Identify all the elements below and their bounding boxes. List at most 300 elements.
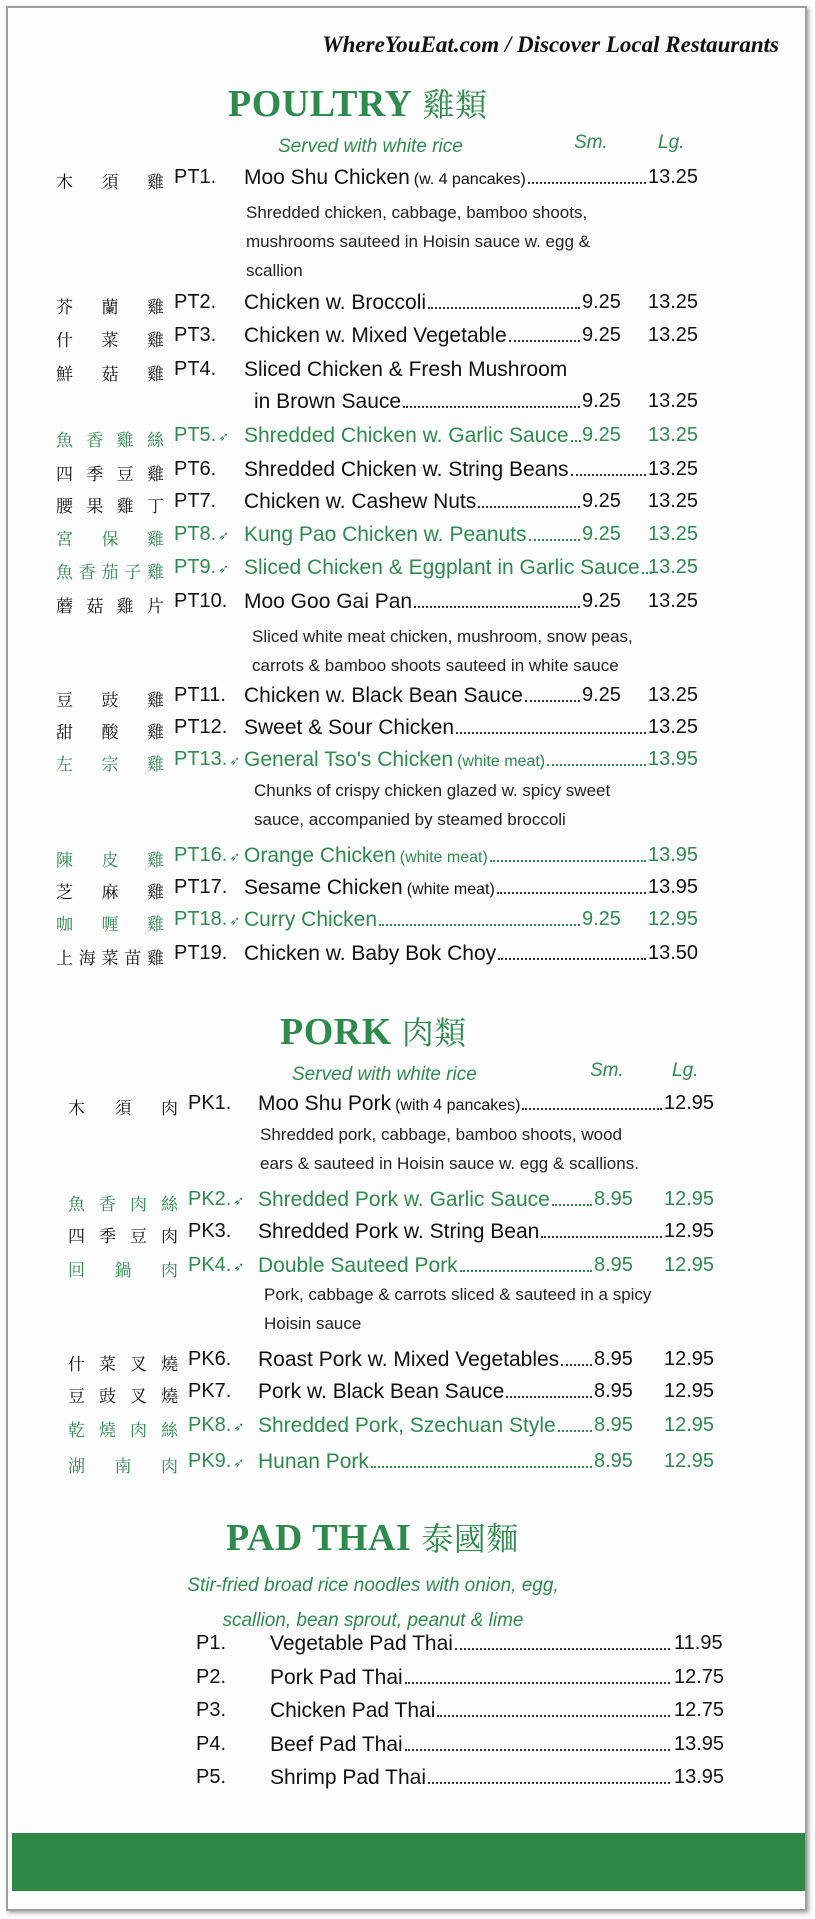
chinese-char: 菇 (101, 365, 121, 385)
item-code (188, 1188, 244, 1211)
chinese-char: 左 (56, 755, 75, 775)
desc-line: ears & sauteed in Hoisin sauce w. egg & scallions. (260, 1154, 639, 1173)
item-code (174, 358, 216, 381)
chinese-char: 四 (68, 1227, 87, 1247)
chinese-char: 木 (68, 1099, 87, 1119)
item-name (244, 490, 582, 514)
chinese-char: 須 (101, 173, 121, 193)
padthai-item-row (8, 1766, 809, 1796)
item-name-note: (w. 4 pancakes) (413, 171, 526, 188)
chinese-char: 上 (56, 949, 75, 969)
price-large: 13.25 (648, 166, 699, 188)
desc-line: Hoisin sauce (264, 1314, 362, 1333)
item-name-text: General Tso's Chicken (244, 748, 454, 771)
chinese-char: 甜 (56, 723, 75, 743)
hot-pepper-icon: ➶ (218, 429, 230, 444)
item-code (188, 1220, 231, 1243)
item-name-note: (white meat) (457, 753, 546, 770)
item-name (244, 291, 582, 315)
item-chinese-name (68, 1256, 180, 1281)
price-small: 9.25 (582, 908, 621, 930)
item-code: P2. (196, 1666, 227, 1688)
price-small: 9.25 (582, 590, 621, 612)
price-large: 13.50 (648, 942, 699, 964)
pork-item-row (8, 1380, 809, 1410)
item-chinese-name (56, 846, 166, 871)
chinese-char: 豆 (68, 1387, 87, 1407)
item-name-note: (with 4 pancakes) (395, 1097, 521, 1114)
chinese-char: 雞 (116, 597, 136, 617)
price-large: 12.95 (664, 1414, 715, 1436)
price-small: 8.95 (594, 1254, 633, 1276)
hot-pepper-icon: ➶ (233, 1455, 245, 1470)
item-name (244, 748, 648, 772)
item-code-text: PK3. (188, 1220, 232, 1242)
item-code-text: PT5. (174, 424, 217, 446)
item-chinese-name (56, 293, 166, 318)
item-name (244, 324, 582, 348)
chinese-char: 季 (86, 465, 106, 485)
poultry-item-row (8, 844, 809, 874)
desc-line: Chunks of crispy chicken glazed w. spicy sweet (254, 781, 611, 800)
item-chinese-name (68, 1190, 180, 1215)
item-code-text: PT1. (174, 166, 217, 188)
chinese-char: 雞 (147, 723, 166, 743)
item-chinese-name (56, 878, 166, 903)
dot-leader (498, 958, 646, 960)
price-large: 12.95 (664, 1092, 715, 1114)
item-name-text: Shredded Chicken w. Garlic Sauce (244, 424, 569, 447)
chinese-char: 喱 (101, 915, 121, 935)
price-large: 13.95 (648, 876, 699, 898)
dot-leader (428, 307, 580, 309)
chinese-char: 芝 (56, 883, 75, 903)
chinese-char: 雞 (147, 949, 166, 969)
hot-pepper-icon: ➶ (229, 913, 241, 928)
menu-page (6, 6, 807, 1911)
item-code (188, 1254, 244, 1277)
item-name (258, 1348, 594, 1372)
pork-title-en: PORK (280, 1011, 392, 1053)
item-code (174, 844, 240, 867)
item-name-text: Sweet & Sour Chicken (244, 716, 455, 739)
item-name (258, 1380, 594, 1404)
dot-leader (490, 860, 646, 862)
poultry-item-row (8, 390, 809, 420)
price-large: 13.25 (648, 716, 699, 738)
poultry-item-row (8, 556, 809, 586)
item-name (270, 1733, 672, 1757)
chinese-char: 片 (146, 597, 166, 617)
chinese-char: 蘑 (56, 597, 75, 617)
item-code (188, 1380, 231, 1403)
desc-line: scallion (246, 261, 303, 280)
padthai-item-row (8, 1632, 809, 1662)
chinese-char: 海 (78, 949, 98, 969)
item-code (174, 908, 240, 931)
price-small: 9.25 (582, 424, 621, 446)
item-code-text: PT3. (174, 324, 217, 346)
dot-leader (428, 1782, 670, 1784)
item-code (188, 1092, 231, 1115)
chinese-char: 燒 (161, 1387, 180, 1407)
item-code (174, 458, 216, 481)
item-code-text: PK7. (188, 1380, 232, 1402)
item-chinese-name (56, 718, 166, 743)
item-code (174, 748, 240, 771)
site-watermark: WhereYouEat.com / Discover Local Restaurants (322, 32, 779, 57)
price-large: 12.95 (664, 1450, 715, 1472)
item-name-text: Beef Pad Thai (270, 1733, 403, 1756)
dot-leader (558, 1430, 592, 1432)
desc-line: sauce, accompanied by steamed broccoli (254, 810, 566, 829)
chinese-char: 豆 (56, 691, 75, 711)
chinese-char: 菜 (99, 1355, 118, 1375)
item-code-text: PK8. (188, 1414, 232, 1436)
price-large: 13.25 (648, 324, 699, 346)
price-small: 9.25 (582, 490, 621, 512)
item-name (244, 424, 582, 448)
chinese-char: 香 (78, 563, 98, 583)
item-name-text: Chicken w. Broccoli (244, 291, 427, 314)
hot-pepper-icon: ➶ (218, 561, 230, 576)
pork-item-row (8, 1220, 809, 1250)
item-code-text: PK4. (188, 1254, 232, 1276)
item-chinese-name (56, 168, 166, 193)
hot-pepper-icon: ➶ (229, 849, 241, 864)
item-name (244, 358, 648, 382)
chinese-char: 南 (114, 1457, 134, 1477)
item-name-text: Shrimp Pad Thai (270, 1766, 427, 1789)
item-code (174, 291, 216, 314)
chinese-char: 雞 (147, 755, 166, 775)
item-chinese-name (56, 426, 166, 451)
chinese-char: 湖 (68, 1457, 87, 1477)
item-name-text: Sliced Chicken & Eggplant in Garlic Sauce (244, 556, 640, 579)
item-chinese-name (68, 1416, 180, 1441)
item-code-text: PT11. (174, 684, 226, 706)
dot-leader (522, 1108, 662, 1110)
item-chinese-name (56, 326, 166, 351)
item-chinese-name (68, 1350, 180, 1375)
item-name-note: (white meat) (399, 849, 488, 866)
dot-leader (478, 506, 580, 508)
chinese-char: 宗 (101, 755, 121, 775)
chinese-char: 酸 (101, 723, 121, 743)
padthai-item-row (8, 1733, 809, 1763)
chinese-char: 咖 (56, 915, 75, 935)
padthai-title-en: PAD THAI (226, 1517, 412, 1559)
item-name-text: Kung Pao Chicken w. Peanuts (244, 523, 527, 546)
poultry-item-row (8, 166, 809, 196)
item-name (244, 590, 582, 614)
item-code-text: PT6. (174, 458, 217, 480)
poultry-sm-header: Sm. (574, 132, 608, 153)
dot-leader (509, 340, 580, 342)
item-name-text: Chicken w. Cashew Nuts (244, 490, 477, 513)
chinese-char: 回 (68, 1261, 87, 1281)
item-code-text: PT19. (174, 942, 228, 964)
item-code: P4. (196, 1733, 227, 1755)
dot-leader (497, 892, 646, 894)
pork-lg-header: Lg. (672, 1060, 699, 1081)
price-large: 13.25 (648, 590, 699, 612)
chinese-char: 鮮 (56, 365, 75, 385)
padthai-item-row (8, 1666, 809, 1696)
item-name (258, 1092, 664, 1116)
item-code-text: PT7. (174, 490, 217, 512)
chinese-char: 豆 (116, 465, 136, 485)
price-large: 12.95 (664, 1220, 715, 1242)
item-chinese-name (56, 460, 166, 485)
item-chinese-name (56, 360, 166, 385)
price-small: 9.25 (582, 523, 621, 545)
price-large: 13.25 (648, 490, 699, 512)
dot-leader (403, 406, 580, 408)
price-small: 8.95 (594, 1348, 633, 1370)
desc-line: mushrooms sauteed in Hoisin sauce w. egg & (246, 232, 590, 251)
price-small: 9.25 (582, 390, 621, 412)
chinese-char: 保 (101, 530, 121, 550)
item-name-text: Moo Shu Chicken (244, 166, 410, 189)
chinese-char: 菇 (86, 597, 106, 617)
poultry-item-row (8, 424, 809, 454)
chinese-char: 雞 (147, 173, 166, 193)
item-name-text: Chicken Pad Thai (270, 1699, 436, 1722)
item-name-text: Moo Shu Pork (258, 1092, 392, 1115)
dot-leader (456, 732, 646, 734)
item-code-text: PK6. (188, 1348, 232, 1370)
item-chinese-name (56, 558, 166, 583)
footer-band (12, 1833, 805, 1891)
poultry-lg-header: Lg. (658, 132, 685, 153)
chinese-char: 雞 (147, 563, 166, 583)
chinese-char: 陳 (56, 851, 75, 871)
chinese-char: 芥 (56, 298, 75, 318)
poultry-item-row (8, 716, 809, 746)
item-name (270, 1632, 672, 1656)
item-code (174, 556, 229, 579)
chinese-char: 雞 (146, 465, 166, 485)
chinese-char: 雞 (147, 331, 166, 351)
poultry-item-row (8, 942, 809, 972)
item-code-text: PT16. (174, 844, 228, 866)
padthai-subtitle-line: scallion, bean sprout, peanut & lime (222, 1610, 524, 1631)
item-code-text: PT17. (174, 876, 228, 898)
chinese-char: 雞 (147, 883, 166, 903)
poultry-item-row (8, 684, 809, 714)
item-code: P3. (196, 1699, 227, 1721)
chinese-char: 肉 (130, 1421, 149, 1441)
poultry-item-row (8, 876, 809, 906)
item-name-text: Shredded Pork w. String Bean (258, 1220, 540, 1243)
chinese-char: 雞 (147, 298, 166, 318)
chinese-char: 宮 (56, 530, 75, 550)
price-small: 8.95 (594, 1380, 633, 1402)
price-large: 13.25 (648, 556, 699, 578)
item-price: 12.75 (674, 1699, 725, 1721)
dot-leader (541, 1236, 662, 1238)
item-code-text: PT13. (174, 748, 228, 770)
price-small: 9.25 (582, 291, 621, 313)
poultry-item-row (8, 590, 809, 620)
pt13-description (254, 776, 610, 834)
chinese-char: 須 (114, 1099, 134, 1119)
chinese-char: 菜 (101, 949, 121, 969)
chinese-char: 豆 (130, 1227, 149, 1247)
item-price: 13.95 (674, 1766, 725, 1788)
hot-pepper-icon: ➶ (218, 528, 230, 543)
item-chinese-name (56, 686, 166, 711)
item-name-text: Roast Pork w. Mixed Vegetables (258, 1348, 560, 1371)
chinese-char: 乾 (68, 1421, 87, 1441)
item-name-text: Chicken w. Baby Bok Choy (244, 942, 497, 965)
dot-leader (437, 1715, 670, 1717)
item-name (258, 1450, 594, 1474)
item-chinese-name (68, 1382, 180, 1407)
item-code (174, 424, 229, 447)
item-chinese-name (56, 592, 166, 617)
dot-leader (405, 1682, 670, 1684)
item-price: 12.75 (674, 1666, 725, 1688)
hot-pepper-icon: ➶ (233, 1419, 245, 1434)
item-name (244, 523, 582, 547)
item-code (174, 324, 216, 347)
item-code-text: PT8. (174, 523, 217, 545)
padthai-item-row (8, 1699, 809, 1729)
item-name (244, 166, 648, 190)
poultry-served-note: Served with white rice (278, 136, 463, 157)
chinese-char: 木 (56, 173, 75, 193)
hot-pepper-icon: ➶ (233, 1259, 245, 1274)
padthai-title-zh: 泰國麵 (421, 1520, 519, 1558)
item-name (244, 458, 648, 482)
price-large: 13.25 (648, 458, 699, 480)
item-name-text: Vegetable Pad Thai (270, 1632, 453, 1655)
item-name-text: Chicken w. Black Bean Sauce (244, 684, 523, 707)
dot-leader (379, 924, 580, 926)
pk4-description (264, 1280, 651, 1338)
chinese-char: 蘭 (101, 298, 121, 318)
price-large: 12.95 (648, 908, 699, 930)
item-name-text: Double Sauteed Pork (258, 1254, 458, 1277)
item-name (244, 942, 648, 966)
item-code (174, 523, 229, 546)
item-price: 11.95 (674, 1632, 723, 1654)
dot-leader (506, 1396, 592, 1398)
item-code (174, 716, 227, 739)
item-code (174, 876, 227, 899)
poultry-item-row (8, 523, 809, 553)
price-small: 8.95 (594, 1188, 633, 1210)
dot-leader (561, 1364, 592, 1366)
item-code (188, 1414, 244, 1437)
item-code-text: PT4. (174, 358, 217, 380)
desc-line: Shredded pork, cabbage, bamboo shoots, wood (260, 1125, 622, 1144)
chinese-char: 肉 (161, 1261, 180, 1281)
chinese-char: 肉 (161, 1227, 180, 1247)
dot-leader (571, 474, 646, 476)
poultry-title-en: POULTRY (228, 83, 413, 125)
price-large: 13.25 (648, 684, 699, 706)
item-code-text: PT12. (174, 716, 228, 738)
pork-item-row (8, 1092, 809, 1122)
chinese-char: 肉 (161, 1099, 180, 1119)
item-name (244, 844, 648, 868)
chinese-char: 豉 (99, 1387, 118, 1407)
chinese-char: 魚 (68, 1195, 87, 1215)
item-code-text: PT10. (174, 590, 228, 612)
dot-leader (571, 440, 581, 442)
price-large: 12.95 (664, 1348, 715, 1370)
chinese-char: 雞 (147, 530, 166, 550)
poultry-item-row (8, 490, 809, 520)
chinese-char: 燒 (161, 1355, 180, 1375)
item-name (258, 1220, 664, 1244)
item-name-text: Shredded Pork w. Garlic Sauce (258, 1188, 550, 1211)
item-chinese-name (56, 910, 166, 935)
chinese-char: 丁 (146, 497, 166, 517)
item-chinese-name (68, 1452, 180, 1477)
pork-served-note: Served with white rice (292, 1064, 477, 1085)
pork-title-zh: 肉類 (401, 1014, 467, 1052)
chinese-char: 茄 (101, 563, 121, 583)
item-name (270, 1666, 672, 1690)
poultry-item-row (8, 324, 809, 354)
item-code (174, 166, 216, 189)
dot-leader (371, 1466, 592, 1468)
item-name-text: in Brown Sauce (254, 390, 402, 413)
price-small: 8.95 (594, 1414, 633, 1436)
item-code: P5. (196, 1766, 227, 1788)
chinese-char: 雞 (147, 365, 166, 385)
item-name-text: Hunan Pork (258, 1450, 369, 1473)
price-large: 13.95 (648, 844, 699, 866)
chinese-char: 鍋 (114, 1261, 134, 1281)
chinese-char: 子 (124, 563, 144, 583)
poultry-item-row (8, 748, 809, 778)
price-large: 12.95 (664, 1188, 715, 1210)
poultry-item-row (8, 291, 809, 321)
item-name-text: Curry Chicken (244, 908, 378, 931)
item-code-text: PK2. (188, 1188, 232, 1210)
item-name (254, 390, 582, 414)
chinese-char: 什 (68, 1355, 87, 1375)
item-code (174, 590, 227, 613)
chinese-char: 麻 (101, 883, 121, 903)
price-large: 13.25 (648, 424, 699, 446)
item-chinese-name (56, 750, 166, 775)
item-name (244, 716, 648, 740)
dot-leader (460, 1270, 592, 1272)
item-name-text: Moo Goo Gai Pan (244, 590, 413, 613)
poultry-item-row (8, 458, 809, 488)
price-large: 13.25 (648, 390, 699, 412)
chinese-char: 香 (86, 431, 106, 451)
chinese-char: 雞 (116, 431, 136, 451)
chinese-char: 什 (56, 331, 75, 351)
chinese-char: 豉 (101, 691, 121, 711)
chinese-char: 絲 (161, 1421, 180, 1441)
item-code (174, 684, 226, 707)
item-name (270, 1766, 672, 1790)
item-name (270, 1699, 672, 1723)
chinese-char: 叉 (130, 1355, 149, 1375)
poultry-title (228, 80, 487, 126)
chinese-char: 季 (99, 1227, 118, 1247)
price-large: 12.95 (664, 1254, 715, 1276)
dot-leader (547, 764, 646, 766)
